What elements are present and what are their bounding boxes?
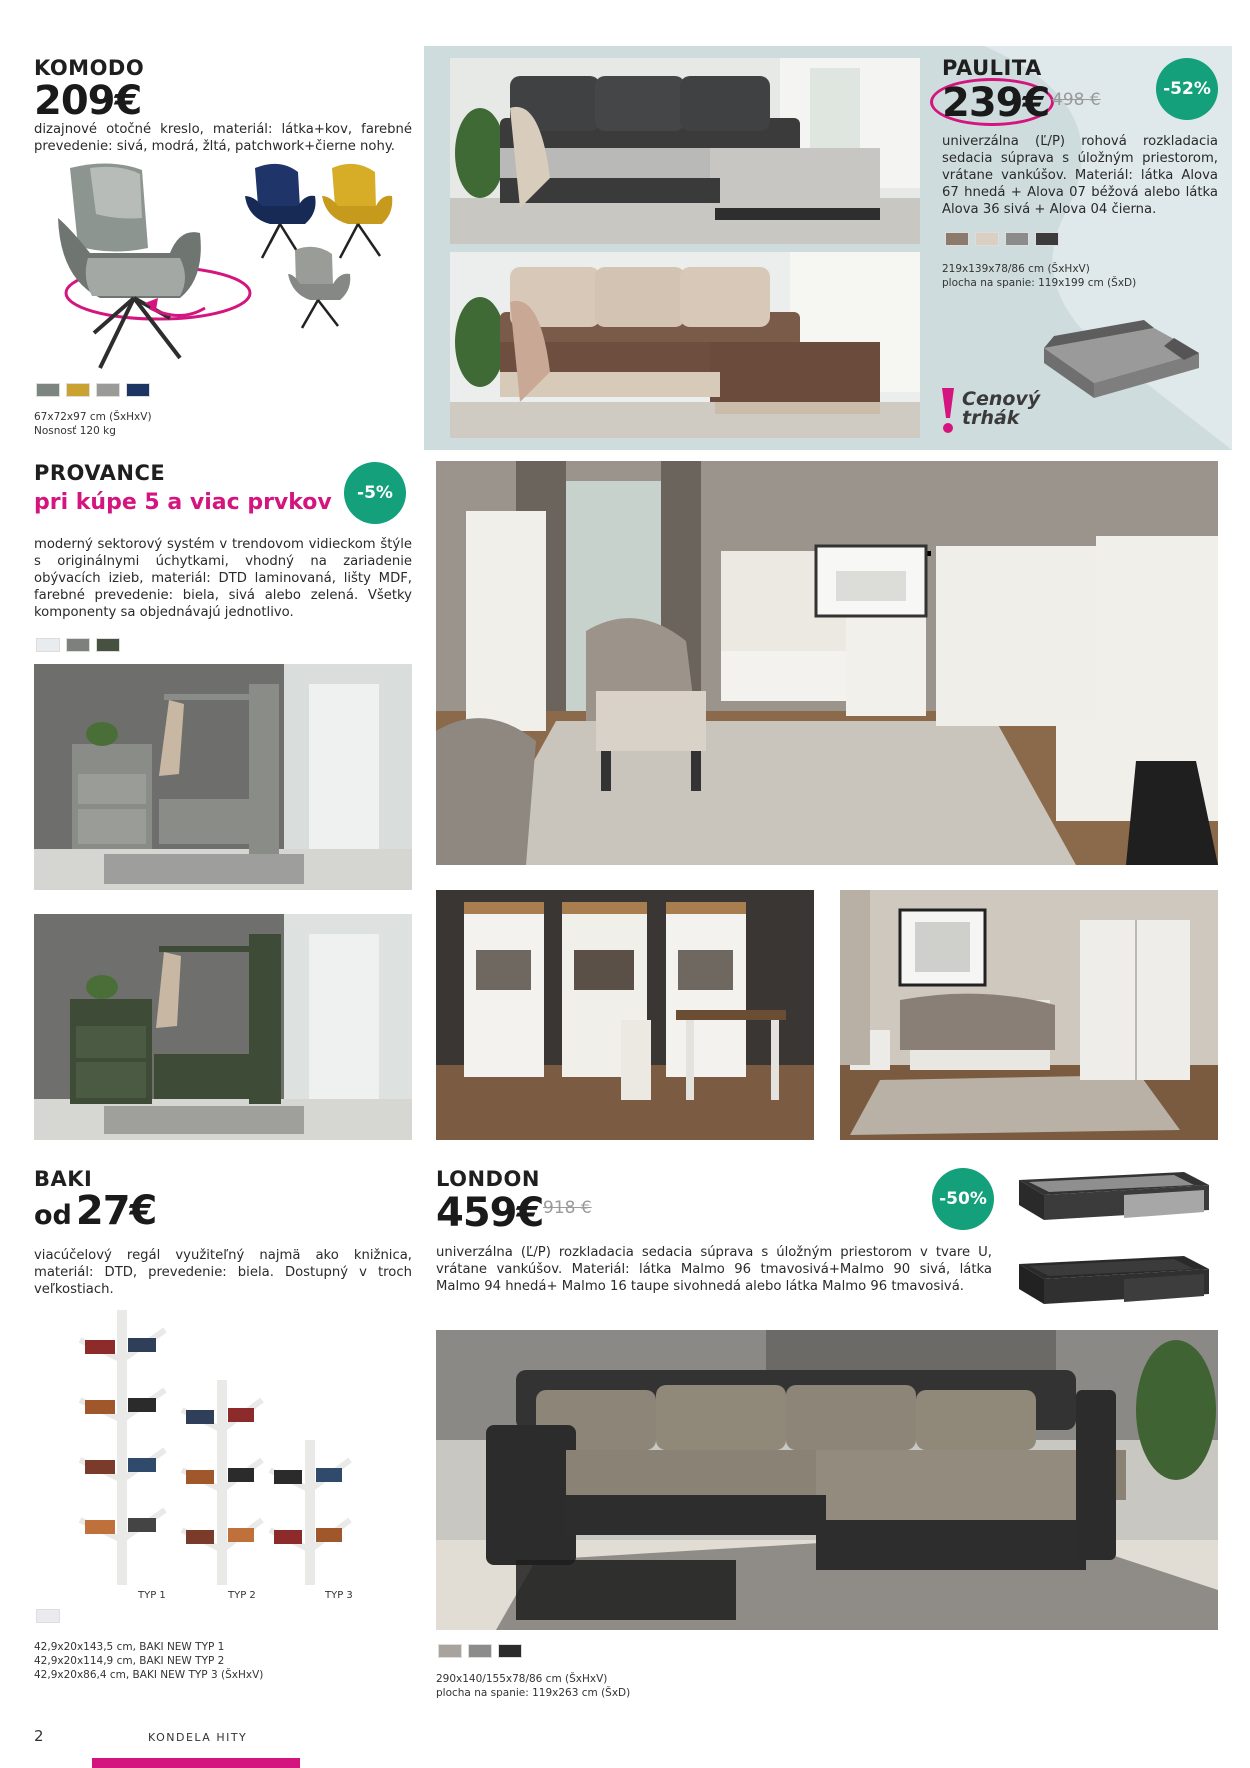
komodo-dims-size: 67x72x97 cm (ŠxHxV) [34, 411, 152, 423]
provance-discount-badge: -5% [344, 462, 406, 524]
paulita-swatches [945, 232, 1059, 246]
baki-type1-label: TYP 1 [138, 1590, 166, 1601]
baki-type3-label: TYP 3 [325, 1590, 353, 1601]
paulita-price: 239€ [942, 80, 1050, 126]
paulita-description: univerzálna (Ľ/P) rohová rozkladacia sedacia súprava s úložným priestorom, vrátane vankúšov. Materiál: látka Alova 67 hnedá + Alova 07 béžová alebo látka Alova 36 sivá + Alova 04 čierna. [942, 134, 1218, 217]
baki-price-block [34, 1188, 156, 1234]
footer-accent-bar [92, 1758, 300, 1768]
paulita-photo-grey [450, 58, 920, 244]
paulita-discount-badge: -52% [1156, 58, 1218, 120]
komodo-name: KOMODO [34, 56, 145, 80]
komodo-description: dizajnové otočné kreslo, materiál: látka+kov, farebné prevedenie: sivá, modrá, žltá, patchwork+čierne nohy. [34, 122, 412, 154]
swatch-blue [126, 383, 150, 397]
provance-bookcase-photo [436, 890, 814, 1140]
baki-shelves-image [70, 1300, 370, 1590]
komodo-chairs-image [30, 158, 415, 380]
page-number: 2 [34, 1727, 44, 1745]
provance-hallway-green-photo [34, 914, 412, 1140]
baki-description: viacúčelový regál využiteľný najmä ako knižnica, materiál: DTD, prevedenie: biela. Dostupný v troch veľkostiach. [34, 1248, 412, 1297]
price-hit-line1: Cenový [962, 388, 1041, 410]
baki-dims-type1: 42,9x20x143,5 cm, BAKI NEW TYP 1 [34, 1641, 225, 1653]
swatch-beige [975, 232, 999, 246]
swatch-light-grey [96, 383, 120, 397]
price-hit-stamp [962, 390, 1040, 428]
provance-subtitle: pri kúpe 5 a viac prvkov [34, 490, 332, 515]
london-price: 459€ [436, 1190, 544, 1236]
provance-bedroom-photo [840, 890, 1218, 1140]
komodo-dims [34, 410, 152, 438]
swatch-dark-grey [498, 1644, 522, 1658]
baki-dims [34, 1640, 263, 1682]
paulita-dims [942, 262, 1136, 290]
london-sofa-grey-thumb [1014, 1160, 1214, 1230]
swatch-grey [468, 1644, 492, 1658]
baki-type2-label: TYP 2 [228, 1590, 256, 1601]
swatch-taupe [438, 1644, 462, 1658]
london-old-price: 918 € [543, 1198, 592, 1218]
provance-name: PROVANCE [34, 461, 166, 485]
london-dims [436, 1672, 630, 1700]
provance-hallway-grey-photo [34, 664, 412, 890]
paulita-bed-illustration [1024, 308, 1204, 404]
swatch-grey [66, 638, 90, 652]
baki-name: BAKI [34, 1167, 93, 1191]
swatch-grey [1005, 232, 1029, 246]
london-dims-size: 290x140/155x78/86 cm (ŠxHxV) [436, 1673, 608, 1685]
london-description: univerzálna (Ľ/P) rozkladacia sedacia súprava s úložným priestorom v tvare U, vrátane vankúšov. Materiál: látka Malmo 96 tmavosivá+Malmo 90 sivá, látka Malmo 94 hnedá+ Malmo 16 taupe sivohnedá alebo látka Malmo 96 tmavosivá. [436, 1245, 992, 1294]
provance-description: moderný sektorový systém v trendovom vidieckom štýle s originálnymi úchytkami, vhodný na zariadenie obývacích izieb, materiál: DTD laminovaná, lišty MDF, farebné prevedenie: biela, sivá alebo zelená. Všetky komponenty sa objednávajú jednotlivo. [34, 537, 412, 620]
london-living-room-photo [436, 1330, 1218, 1630]
swatch-black [1035, 232, 1059, 246]
paulita-photo-brown [450, 252, 920, 438]
provance-swatches [36, 638, 120, 652]
komodo-price: 209€ [34, 78, 142, 124]
paulita-dims-sleep: plocha na spanie: 119x199 cm (ŠxD) [942, 277, 1137, 289]
price-hit-line2: trhák [962, 407, 1020, 429]
komodo-dims-load: Nosnosť 120 kg [34, 425, 116, 437]
baki-price: 27€ [75, 1188, 157, 1234]
london-sofa-dark-thumb [1014, 1244, 1214, 1314]
london-dims-sleep: plocha na spanie: 119x263 cm (ŠxD) [436, 1687, 631, 1699]
paulita-old-price: 498 € [1052, 90, 1101, 110]
swatch-white [36, 1609, 60, 1623]
london-name: LONDON [436, 1167, 540, 1191]
paulita-dims-size: 219x139x78/86 cm (ŠxHxV) [942, 263, 1090, 275]
london-discount-badge: -50% [932, 1168, 994, 1230]
baki-dims-type2: 42,9x20x114,9 cm, BAKI NEW TYP 2 [34, 1655, 225, 1667]
paulita-name: PAULITA [942, 56, 1042, 80]
price-hit-exclamation-icon [938, 386, 958, 436]
baki-price-prefix: od [34, 1200, 72, 1231]
swatch-yellow [66, 383, 90, 397]
komodo-swatches [36, 383, 150, 397]
swatch-white [36, 638, 60, 652]
swatch-brown [945, 232, 969, 246]
london-swatches [438, 1644, 522, 1658]
footer-label: KONDELA HITY [148, 1731, 248, 1744]
swatch-grey [36, 383, 60, 397]
baki-dims-type3: 42,9x20x86,4 cm, BAKI NEW TYP 3 (ŠxHxV) [34, 1669, 264, 1681]
provance-living-room-photo [436, 461, 1218, 865]
swatch-green [96, 638, 120, 652]
baki-swatches [36, 1609, 60, 1623]
